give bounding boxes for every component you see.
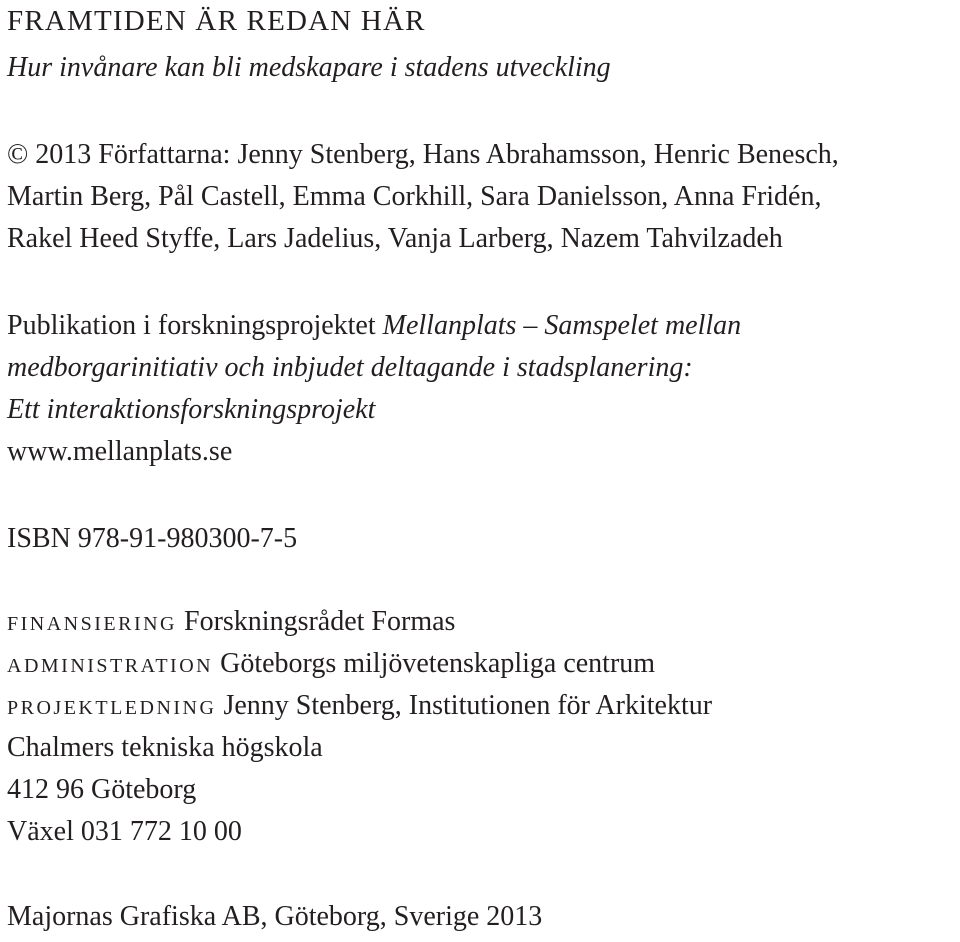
credit-administration bbox=[7, 647, 655, 681]
address-line-1: Chalmers tekniska högskola bbox=[7, 732, 323, 763]
credit-funding bbox=[7, 605, 455, 639]
book-title: FRAMTIDEN ÄR REDAN HÄR bbox=[7, 5, 426, 37]
publication-line-2: medborgarinitiativ och inbjudet deltagande i stadsplanering: bbox=[7, 352, 693, 383]
credit-project-lead-value: Jenny Stenberg, Institutionen för Arkitektur bbox=[216, 690, 713, 721]
isbn: ISBN 978-91-980300-7-5 bbox=[7, 523, 298, 554]
printer-line: Majornas Grafiska AB, Göteborg, Sverige 2013 bbox=[7, 901, 543, 932]
credit-administration-label: administration bbox=[7, 648, 214, 679]
colophon-page bbox=[7, 0, 957, 942]
address-line-2: 412 96 Göteborg bbox=[7, 774, 197, 805]
credit-administration-value: Göteborgs miljövetenskapliga centrum bbox=[213, 648, 656, 679]
publication-line-3: Ett interaktionsforskningsprojekt bbox=[7, 394, 376, 425]
credit-funding-value: Forskningsrådet Formas bbox=[177, 606, 456, 637]
copyright-line-2: Martin Berg, Pål Castell, Emma Corkhill, Sara Danielsson, Anna Fridén, bbox=[7, 181, 822, 212]
copyright-line-3: Rakel Heed Styffe, Lars Jadelius, Vanja Larberg, Nazem Tahvilzadeh bbox=[7, 223, 783, 254]
credit-project-lead-label: projektledning bbox=[7, 690, 217, 721]
publication-line-1 bbox=[7, 309, 741, 343]
credit-project-lead bbox=[7, 689, 712, 723]
book-subtitle: Hur invånare kan bli medskapare i stadens utveckling bbox=[7, 52, 611, 83]
publication-prefix: Publikation i forskningsprojektet bbox=[7, 310, 383, 341]
copyright-line-1: © 2013 Författarna: Jenny Stenberg, Hans Abrahamsson, Henric Benesch, bbox=[7, 139, 839, 170]
credit-funding-label: finansiering bbox=[7, 606, 177, 637]
project-name: Mellanplats – Samspelet mellan bbox=[382, 310, 742, 341]
project-url: www.mellanplats.se bbox=[7, 436, 233, 467]
address-line-3: Växel 031 772 10 00 bbox=[7, 816, 242, 847]
